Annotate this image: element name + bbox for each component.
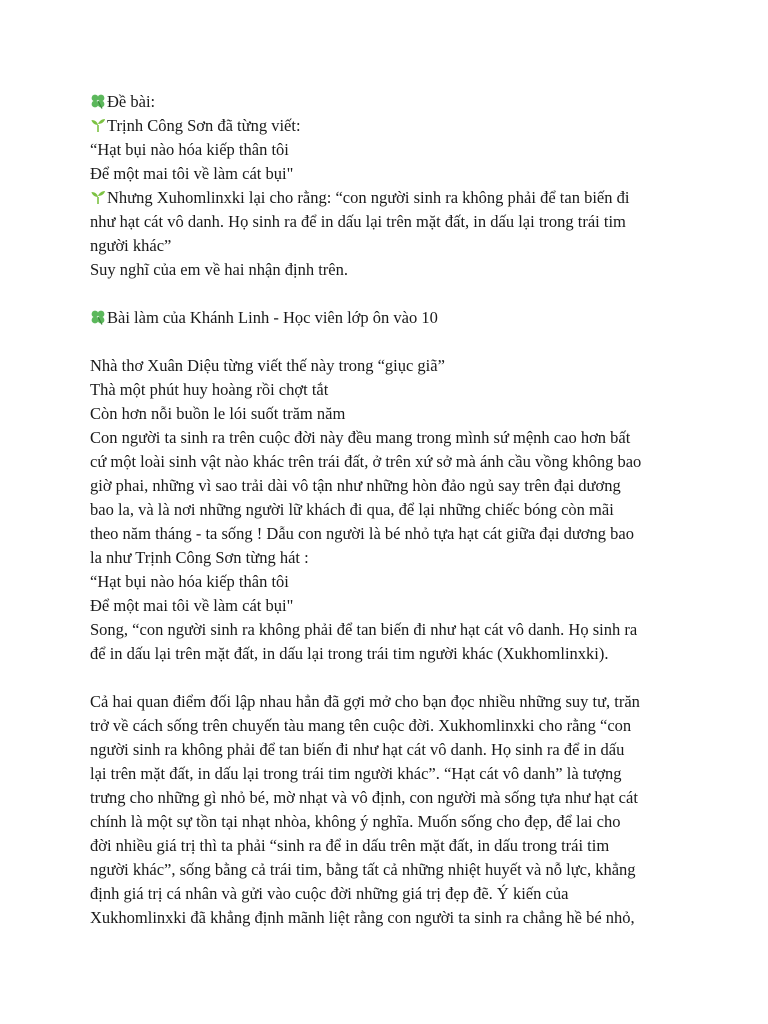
topic-counter-line: Nhưng Xuhomlinxki lại cho rằng: “con người sinh ra không phải để tan biến đi xyxy=(90,186,690,210)
topic-quote-line: Để một mai tôi về làm cát bụi" xyxy=(90,164,294,183)
text-line: đời nhiều giá trị thì ta phải “sinh ra để in dấu trên mặt đất, in dấu trong trái tim xyxy=(90,836,610,855)
text-line: giờ phai, những vì sao trải dài vô tận như những hòn đảo ngủ say trên đại dương xyxy=(90,476,621,495)
text-line: Để một mai tôi về làm cát bụi" xyxy=(90,596,294,615)
seedling-icon xyxy=(90,116,106,132)
topic-heading: Đề bài: xyxy=(90,90,690,114)
text-line: la như Trịnh Công Sơn từng hát : xyxy=(90,548,309,567)
four-leaf-clover-icon xyxy=(90,308,106,324)
essay-heading: Bài làm của Khánh Linh - Học viên lớp ôn vào 10 xyxy=(90,306,690,330)
essay-paragraph-1 xyxy=(90,354,690,666)
spacer xyxy=(90,330,690,354)
text-line: Xukhomlinxki đã khẳng định mãnh liệt rằng con người ta sinh ra chẳng hề bé nhỏ, xyxy=(90,908,635,927)
topic-intro: Trịnh Công Sơn đã từng viết: xyxy=(90,114,690,138)
text-line: cứ một loài sinh vật nào khác trên trái đất, ở trên xứ sở mà ánh cầu vồng không bao xyxy=(90,452,642,471)
topic-quote-line: “Hạt bụi nào hóa kiếp thân tôi xyxy=(90,140,289,159)
topic-task: Suy nghĩ của em về hai nhận định trên. xyxy=(90,260,348,279)
text-line: trở về cách sống trên chuyến tàu mang tên cuộc đời. Xukhomlinxki cho rằng “con xyxy=(90,716,632,735)
text-line: Còn hơn nỗi buồn le lói suốt trăm năm xyxy=(90,404,346,423)
essay-paragraph-2 xyxy=(90,690,690,930)
four-leaf-clover-icon xyxy=(90,92,106,108)
topic-counter-line: người khác” xyxy=(90,236,172,255)
text-line: Cả hai quan điểm đối lập nhau hẳn đã gợi mở cho bạn đọc nhiều những suy tư, trăn xyxy=(90,692,640,711)
text-line: “Hạt bụi nào hóa kiếp thân tôi xyxy=(90,572,289,591)
text-line: Song, “con người sinh ra không phải để tan biến đi như hạt cát vô danh. Họ sinh ra xyxy=(90,620,638,639)
document-page xyxy=(90,90,690,930)
topic-counter-line: như hạt cát vô danh. Họ sinh ra để in dấu lại trên mặt đất, in dấu lại trong trái tim xyxy=(90,212,626,231)
seedling-icon xyxy=(90,188,106,204)
text-line: lại trên mặt đất, in dấu lại trong trái tim người khác”. “Hạt cát vô danh” là tượng xyxy=(90,764,622,783)
text-line: để in dấu lại trên mặt đất, in dấu lại trong trái tim người khác (Xukhomlinxki). xyxy=(90,644,609,663)
text-line: người sinh ra không phải để tan biến đi như hạt cát vô danh. Họ sinh ra để in dấu xyxy=(90,740,625,759)
spacer xyxy=(90,282,690,306)
text-line: Con người ta sinh ra trên cuộc đời này đều mang trong mình sứ mệnh cao hơn bất xyxy=(90,428,631,447)
text-line: người khác”, sống bằng cả trái tim, bằng tất cả những nhiệt huyết và nỗ lực, khẳng xyxy=(90,860,636,879)
text-line: bao la, và là nơi những người lữ khách đi qua, để lại những chiếc bóng còn mãi xyxy=(90,500,614,519)
text-line: Nhà thơ Xuân Diệu từng viết thế này trong “giục giã” xyxy=(90,356,445,375)
text-line: theo năm tháng - ta sống ! Dẫu con người là bé nhỏ tựa hạt cát giữa đại dương bao xyxy=(90,524,634,543)
spacer xyxy=(90,666,690,690)
text-line: Thà một phút huy hoàng rồi chợt tắt xyxy=(90,380,329,399)
text-line: trưng cho những gì nhỏ bé, mờ nhạt và vô định, con người mà sống tựa như hạt cát xyxy=(90,788,638,807)
text-line: chính là một sự tồn tại nhạt nhòa, không ý nghĩa. Muốn sống cho đẹp, để lai cho xyxy=(90,812,621,831)
text-line: định giá trị cá nhân và gửi vào cuộc đời những giá trị đẹp đẽ. Ý kiến của xyxy=(90,884,569,903)
